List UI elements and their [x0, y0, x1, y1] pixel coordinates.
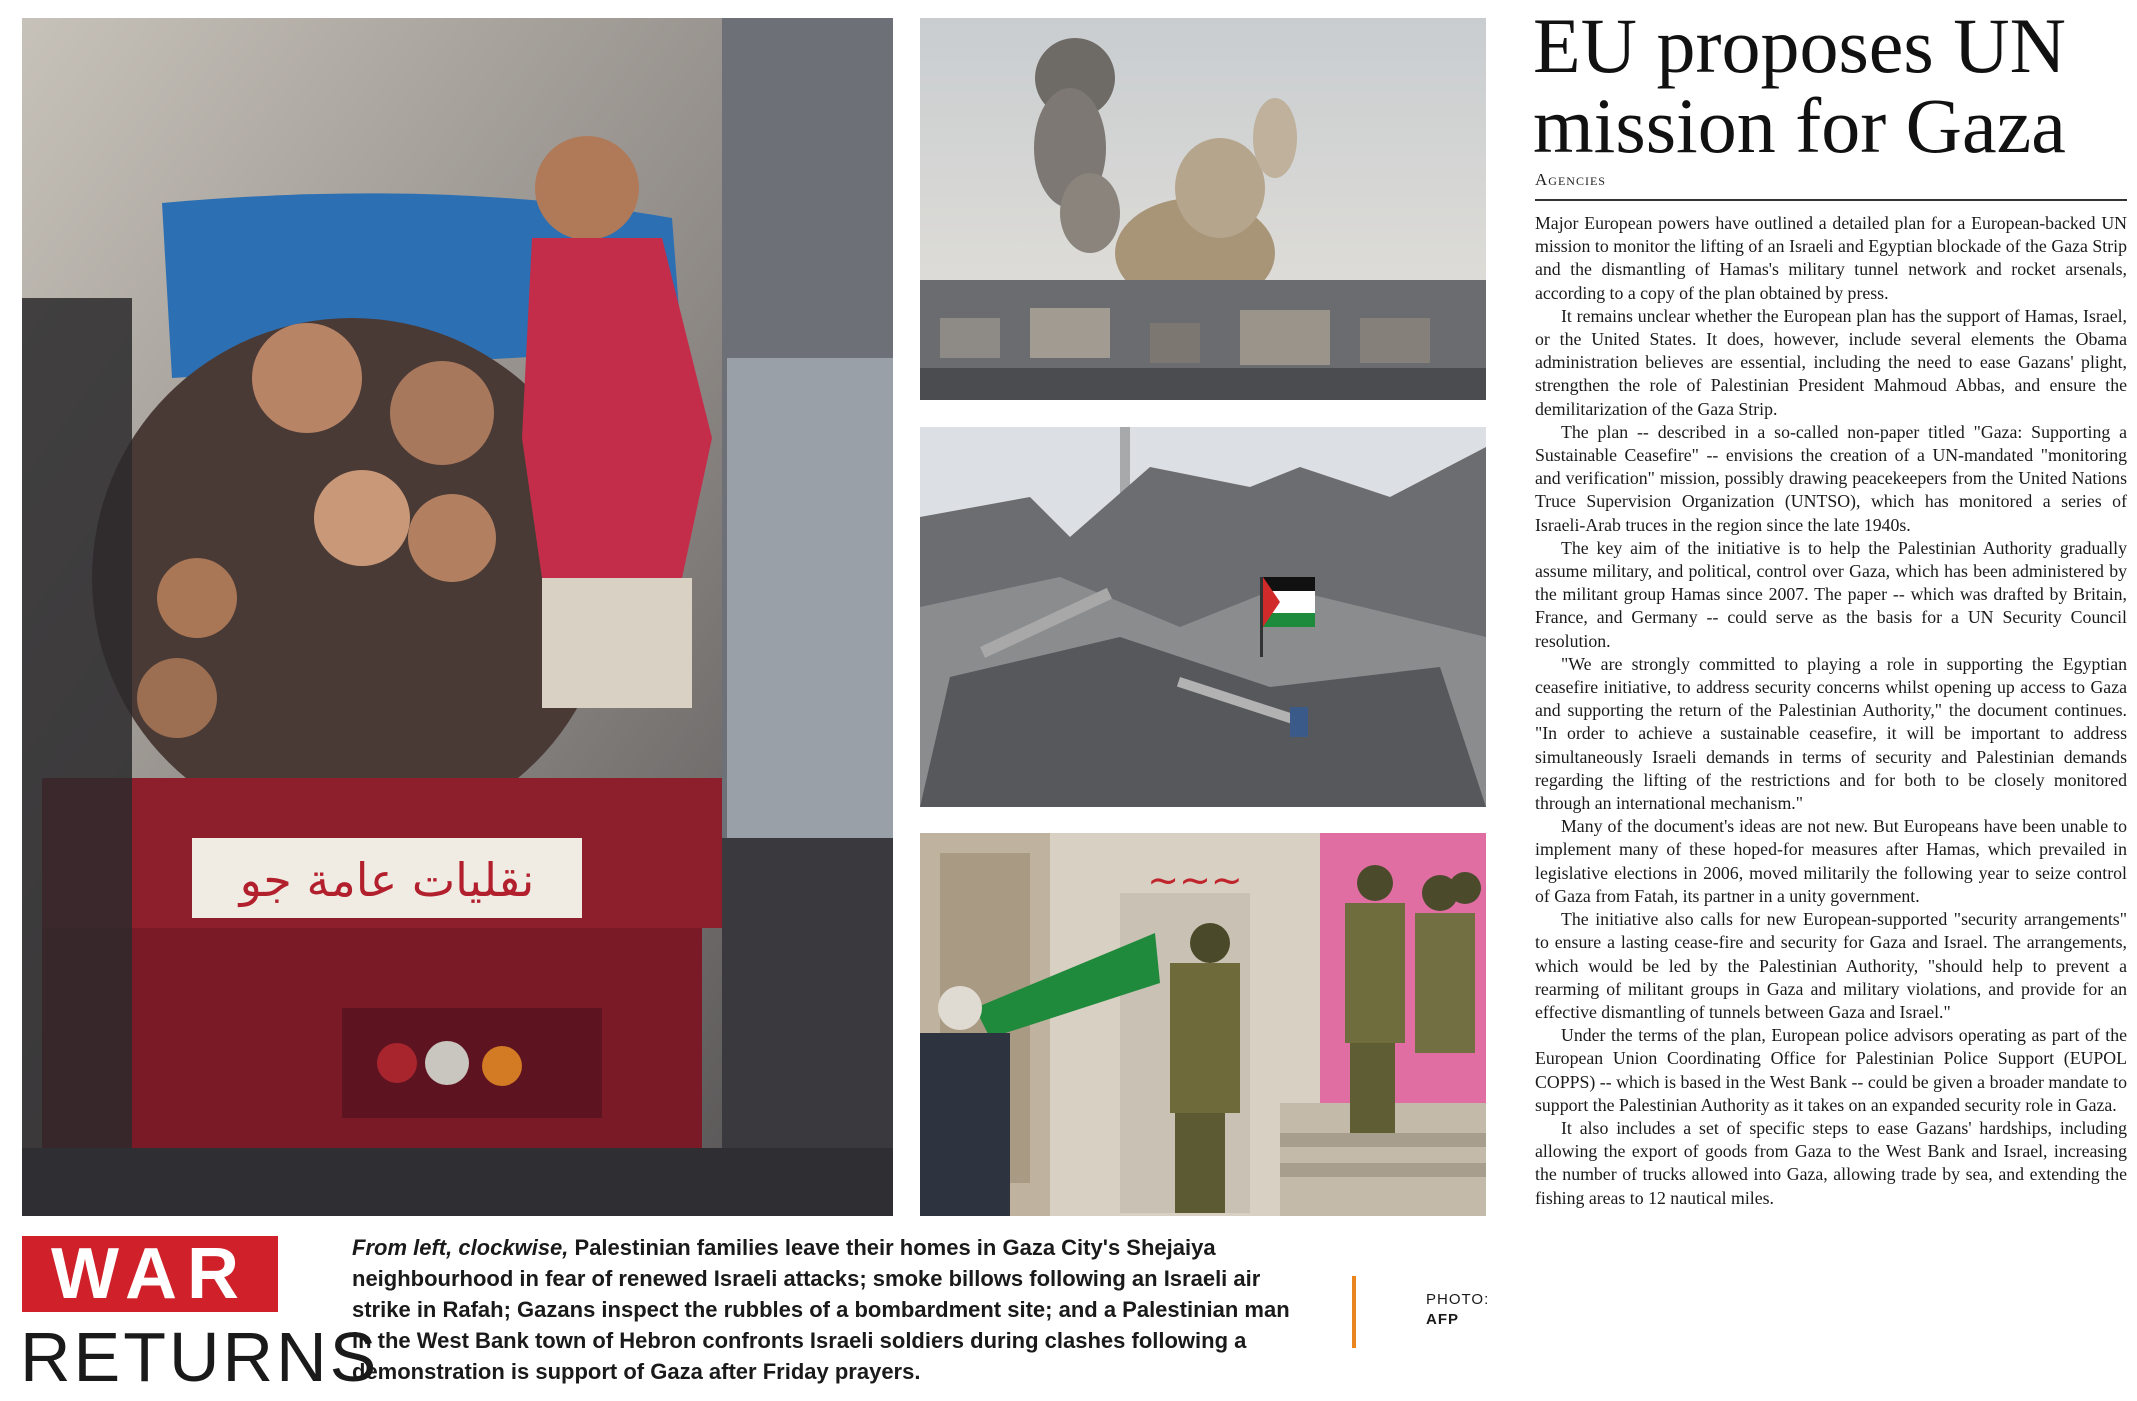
article-paragraph: The plan -- described in a so-called non-paper titled "Gaza: Supporting a Sustainable Ceasefire" -- envisions the creation of a UN-mandated "monitoring and verification" mission, possibly drawing peacekeepers from the United Nations Truce Supervision Organization (UNTSO), which has monitored a series of Israeli-Arab truces in the region since the late 1940s.	[1535, 421, 2127, 535]
caption-divider	[1352, 1276, 1356, 1348]
photo-families-on-truck	[22, 18, 893, 1216]
caption-body: Palestinian families leave their homes in Gaza City's Shejaiya neighbourhood in fear of renewed Israeli attacks; smoke billows following an Israeli air strike in Rafah; Gazans inspect the rubbles of a bombardment site; and a Palestinian man in the West Bank town of Hebron confronts Israeli soldiers during clashes following a demonstration is support of Gaza after Friday prayers.	[352, 1235, 1290, 1384]
article-paragraph: Major European powers have outlined a detailed plan for a European-backed UN mission to monitor the lifting of an Israeli and Egyptian blockade of the Gaza Strip and the dismantling of Hamas's military tunnel network and rocket arsenals, according to a copy of the plan obtained by press.	[1535, 213, 2127, 303]
article-paragraph: The initiative also calls for new European-supported "security arrangements" to ensure a lasting cease-fire and security for Gaza and Israel. The arrangements, which would be led by the Palestinian Authority, "should help to prevent a rearming of militant groups in Gaza and military violations, and provide for an effective dismantling of tunnels between Gaza and Israel."	[1535, 909, 2127, 1022]
byline: Agencies	[1535, 170, 1606, 189]
photo-credit	[1426, 1290, 1489, 1330]
article-body	[1535, 212, 2127, 1210]
photo-rubble-site	[920, 427, 1486, 807]
headline: EU proposes UN mission for Gaza	[1533, 2, 2066, 169]
photo-caption	[352, 1232, 1292, 1387]
truck-sign-text: نقليات عامة جو	[239, 853, 535, 907]
kicker-war: WAR	[22, 1236, 278, 1312]
kicker-returns: RETURNS	[20, 1318, 380, 1396]
photo-credit-label: PHOTO:	[1426, 1291, 1490, 1308]
caption-lead: From left, clockwise,	[352, 1235, 569, 1260]
photo-hebron-confrontation	[920, 833, 1486, 1216]
photo-smoke-airstrike	[920, 18, 1486, 400]
photo-credit-agency: AFP	[1426, 1311, 1459, 1328]
article-paragraph: The key aim of the initiative is to help the Palestinian Authority gradually assume military, and political, control over Gaza, which has been administered by the militant group Hamas since 2007. The paper -- which was drafted by Britain, France, and Germany -- could serve as the basis for a UN Security Council resolution.	[1535, 537, 2127, 651]
article-paragraph: It also includes a set of specific steps to ease Gazans' hardships, including allowing the export of goods from Gaza to the West Bank and Israel, increasing the number of trucks allowed into Gaza, allowing trade by sea, and extending the fishing areas to 12 nautical miles.	[1535, 1117, 2127, 1208]
article-paragraph: It remains unclear whether the European plan has the support of Hamas, Israel, or the United States. It does, however, include several elements the Obama administration believes are essential, including the need to ease Gazans' plight, strengthen the role of Palestinian President Mahmoud Abbas, and ensure the demilitarization of the Gaza Strip.	[1535, 305, 2127, 419]
byline-rule	[1535, 199, 2127, 201]
article-paragraph: Under the terms of the plan, European police advisors operating as part of the European Union Coordinating Office for Palestinian Police Support (EUPOL COPPS) -- which is based in the West Bank -- could be given a broader mandate to support the Palestinian Authority as it takes on an expanded security role in Gaza.	[1535, 1025, 2127, 1115]
article-paragraph: "We are strongly committed to playing a role in supporting the Egyptian ceasefire initiative, to address security concerns whilst opening up access to Gaza and supporting the return of the Palestinian Authority," the document continues. "In order to achieve a sustainable ceasefire, it will be important to address simultaneously Israeli demands in terms of security and Palestinian demands regarding the lifting of the restrictions and for both to be closely monitored through an international mechanism."	[1535, 653, 2127, 814]
svg-text:~~~: ~~~	[1147, 858, 1243, 902]
article-paragraph: Many of the document's ideas are not new. But Europeans have been unable to implement many of these hoped-for measures after Hamas, which prevailed in legislative elections in 2006, moved militarily the following year to seize control of Gaza from Fatah, its partner in a unity government.	[1535, 816, 2127, 906]
